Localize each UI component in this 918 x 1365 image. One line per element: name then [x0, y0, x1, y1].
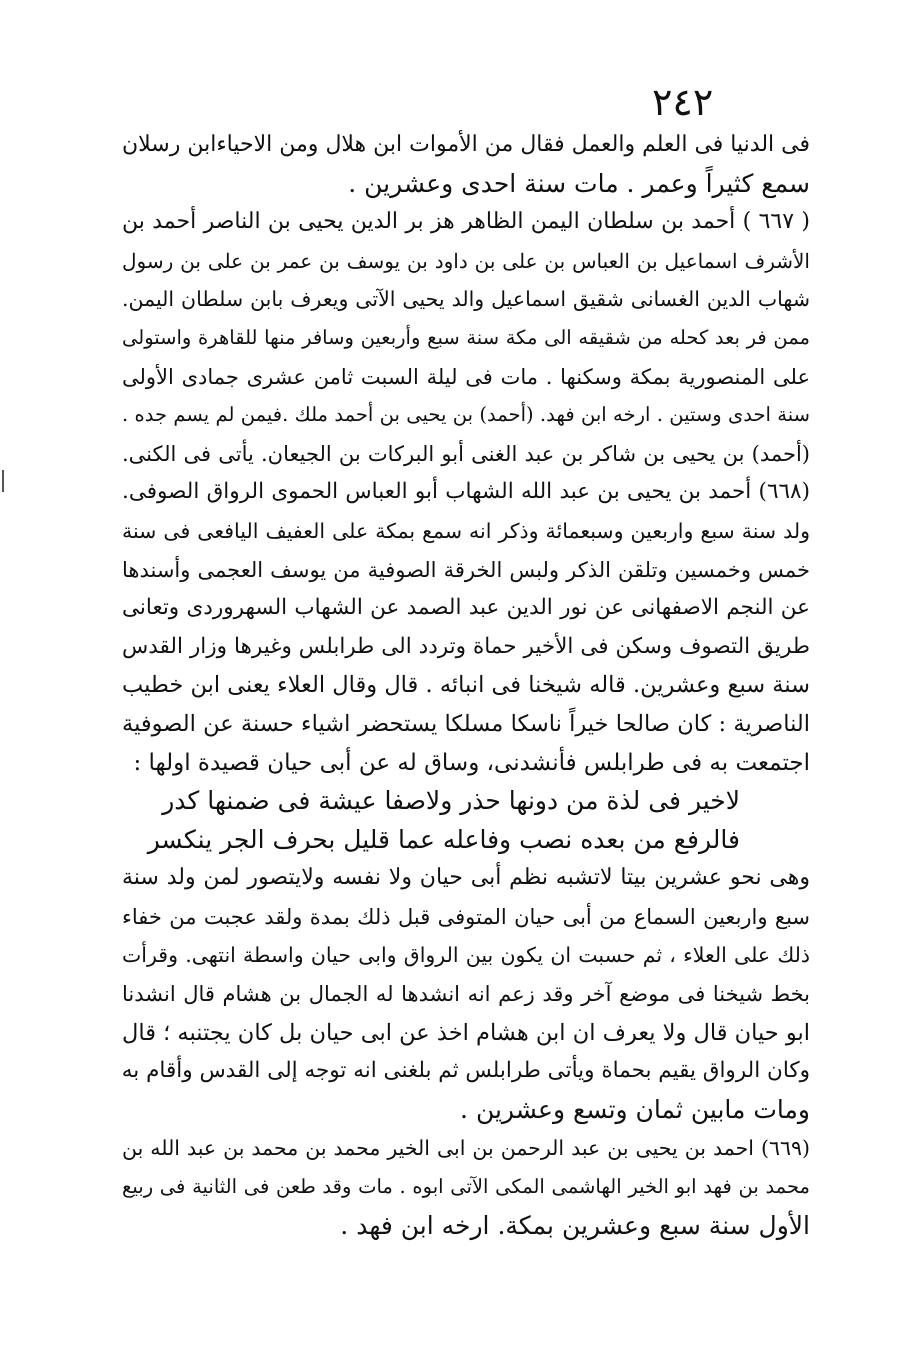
text-line: سبع واربعين السماع من أبى حيان المتوفى قبل ذلك بمدة ولقد عجبت من خفاء [122, 904, 810, 929]
text-line: سنة احدى وستين . ارخه ابن فهد. (أحمد) بن يحيى بن أحمد ملك .فيمن لم يسم جده . [122, 403, 810, 427]
text-line: ومات مابين ثمان وتسع وعشرين . [460, 1094, 810, 1124]
text-line: ابو حيان قال ولا يعرف ان ابن هشام اخذ عن ابى حيان بل كان يجتنبه ؛ قال [122, 1019, 810, 1046]
text-line: شهاب الدين الغسانى شقيق اسماعيل والد يحيى الآتى ويعرف بابن سلطان اليمن. [122, 287, 810, 312]
text-line: على المنصورية بمكة وسكنها . مات فى ليلة السبت ثامن عشرى جمادى الأولى [122, 364, 810, 389]
text-line: الناصرية : كان صالحا خيراً ناسكا مسلكا يستحضر اشياء حسنة عن الصوفية [122, 710, 810, 737]
text-line: الأشرف اسماعيل بن العباس بن على بن داود بن يوسف بن عمر بن على بن رسول [122, 248, 810, 273]
text-line: وكان الرواق يقيم بحماة ويأتى طرابلس ثم بلغنى انه توجه إلى القدس وأقام به [122, 1058, 810, 1084]
verse-line: فالرفع من بعده نصب وفاعله عما قليل بحرف الجر ينكسر [147, 824, 740, 854]
body-text [122, 126, 810, 1245]
text-line: محمد بن فهد ابو الخير الهاشمى المكى الآتى ابوه . مات وقد طعن فى الثانية فى ربيع [122, 1175, 810, 1199]
text-line: (٦٦٩) احمد بن يحيى بن عبد الرحمن بن ابى الخير محمد بن محمد بن عبد الله بن [122, 1136, 810, 1161]
text-line: طريق التصوف وسكن فى الأخير حماة وتردد الى طرابلس وغيرها وزار القدس [122, 633, 810, 659]
text-line: عن النجم الاصفهانى عن نور الدين عبد الصمد عن الشهاب السهروردى وتعانى [122, 595, 810, 621]
text-line: ( ٦٦٧ ) أحمد بن سلطان اليمن الظاهر هز بر الدين يحيى بن الناصر أحمد بن [122, 209, 810, 235]
text-line: اجتمعت به فى طرابلس فأنشدنى، وساق له عن أبى حيان قصيدة اولها : [133, 749, 810, 776]
text-line: ولد سنة سبع واربعين وسبعمائة وذكر انه سمع بمكة على العفيف اليافعى فى سنة [122, 518, 810, 543]
text-line: (٦٦٨) أحمد بن يحيى بن عبد الله الشهاب أبو العباس الحموى الرواق الصوفى. [122, 479, 810, 505]
text-line: سنة سبع وعشرين. قاله شيخنا فى انبائه . قال وقال العلاء يعنى ابن خطيب [122, 672, 810, 699]
text-line: خمس وخمسين وتلقن الذكر ولبس الخرقة الصوفية من يوسف العجمى وأسندها [122, 557, 810, 582]
verse-line: لاخير فى لذة من دونها حذر ولاصفا عيشة فى ضمنها كدر [162, 786, 740, 816]
text-line: وهى نحو عشرين بيتا لاتشبه نظم أبى حيان ولا نفسه ولايتصور لمن ولد سنة [122, 865, 810, 891]
text-line: ممن فر بعد كحله من شقيقه الى مكة سنة سبع وأربعين وسافر منها للقاهرة واستولى [122, 325, 810, 349]
text-line: بخط شيخنا فى موضع آخر وقد زعم انه انشدها له الجمال بن هشام قال انشدنا [122, 982, 810, 1007]
text-line: سمع كثيراً وعمر . مات سنة احدى وعشرين . [348, 168, 810, 198]
scan-edge-mark [2, 470, 4, 492]
text-line: ذلك على العلاء ، ثم حسبت ان يكون بين الرواق وابى حيان واسطة انتهى. وقرأت [122, 943, 810, 968]
page-number: ٢٤٢ [652, 80, 714, 124]
text-line: الأول سنة سبع وعشرين بمكة. ارخه ابن فهد . [340, 1210, 810, 1240]
text-line: (أحمد) بن يحيى بن شاكر بن عبد الغنى أبو البركات بن الجيعان. يأتى فى الكنى. [122, 441, 810, 466]
text-line: فى الدنيا فى العلم والعمل فقال من الأموات ابن هلال ومن الاحياءابن رسلان [122, 132, 810, 157]
